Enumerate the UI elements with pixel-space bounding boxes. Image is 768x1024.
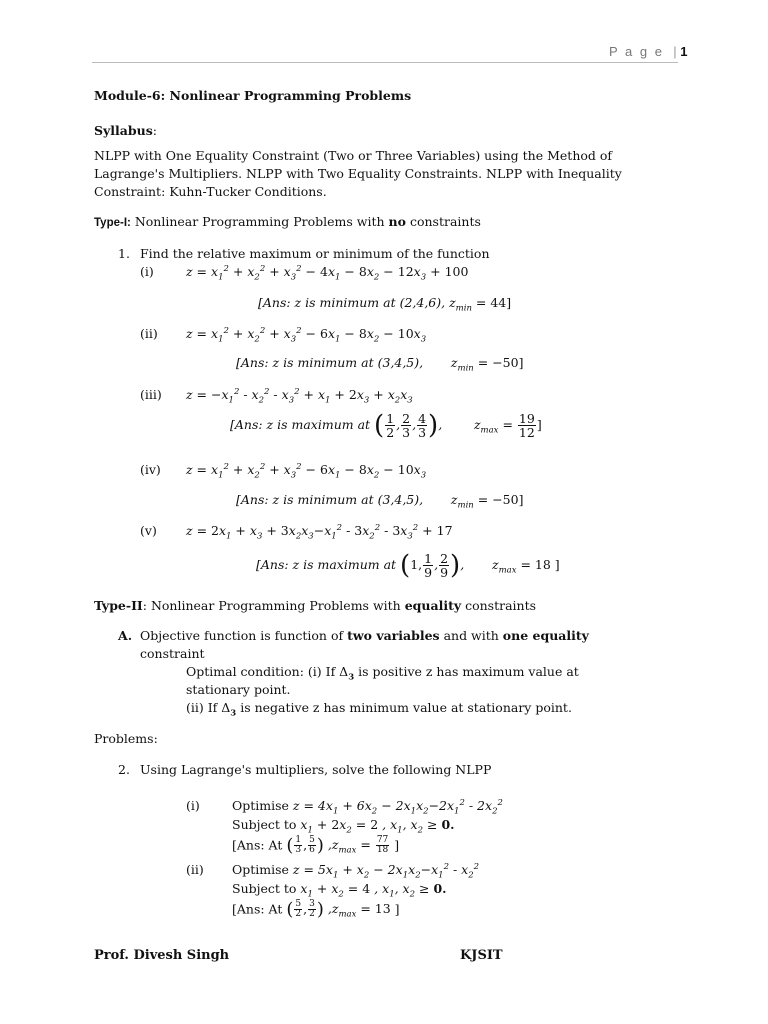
q1-v-answer: [Ans: z is maximum at (1, $\frac{1}{9}$ , $\frac{2}{9}$ ), $z_{max} = 18$ ] xyxy=(256,550,560,581)
q2-number: 2. xyxy=(118,762,130,777)
q1-ii-equation: $z = x_1^2 + x_2^2 + x_3^2 - 6x_1 - 8x_2 - 10x_3$ xyxy=(186,326,427,345)
part-a-text: Objective function is function of two variables and with one equality xyxy=(140,628,589,643)
syllabus-line-3: Constraint: Kuhn-Tucker Conditions. xyxy=(94,184,327,199)
q1-i-answer: [Ans: z is minimum at (2,4,6), $z_{min} = 44$] xyxy=(258,295,512,314)
module-title: Module-6: Nonlinear Programming Problems xyxy=(94,88,412,103)
footer-institute: KJSIT xyxy=(460,948,503,963)
footer-author: Prof. Divesh Singh xyxy=(94,948,230,963)
type2-heading: Type-II: Nonlinear Programming Problems with equality constraints xyxy=(94,598,537,613)
syllabus-heading: Syllabus: xyxy=(94,123,157,138)
q1-iv-equation: $z = x_1^2 + x_2^2 + x_3^2 - 6x_1 - 8x_2 - 10x_3$ xyxy=(186,462,427,481)
q2-ii-label: (ii) xyxy=(186,862,204,877)
q2-i-constraint: Subject to $x_1 + 2x_2 = 2$ , $x_1$, $x_2 \ge 0$. xyxy=(232,817,455,836)
q2-i-objective: Optimise $z = 4x_1 + 6x_2 - 2x_1x_2-2x_1^2 - 2x_2^2$ xyxy=(232,798,503,817)
q1-iii-label: (iii) xyxy=(140,387,162,402)
q2-ii-answer: [Ans: At ( $\frac{5}{2}$ , $\frac{3}{2}$ ) $,z_{max} = 13$ ] xyxy=(232,898,400,920)
type1-heading: Type-I: Nonlinear Programming Problems with no constraints xyxy=(94,214,481,229)
part-a-text-2: constraint xyxy=(140,646,205,661)
header-rule xyxy=(92,62,678,63)
q2-ii-objective: Optimise $z = 5x_1 + x_2 - 2x_1x_2-x_1^2 - x_2^2$ xyxy=(232,862,480,881)
syllabus-line-2: Lagrange's Multipliers. NLPP with Two Equality Constraints. NLPP with Inequality xyxy=(94,166,622,181)
q2-ii-constraint: Subject to $x_1 + x_2 = 4$ , $x_1$, $x_2 \ge 0$. xyxy=(232,881,447,900)
q2-i-answer: [Ans: At ( $\frac{1}{3}$ , $\frac{5}{6}$ ) $,z_{max}$ = $\frac{77}{18}$ ] xyxy=(232,834,400,856)
problems-heading: Problems: xyxy=(94,731,158,746)
optimal-condition-1: Optimal condition: (i) If $\Delta_3$ is positive z has maximum value at xyxy=(186,664,579,683)
part-a-label: A. xyxy=(118,628,133,643)
q1-i-equation: $z = x_1^2 + x_2^2 + x_3^2 - 4x_1 - 8x_2 - 12x_3 + 100$ xyxy=(186,264,469,283)
q1-number: 1. xyxy=(118,246,130,261)
q2-i-label: (i) xyxy=(186,798,200,813)
optimal-condition-1b: stationary point. xyxy=(186,682,291,697)
q1-ii-answer: [Ans: z is minimum at (3,4,5), $z_{min} = -50$] xyxy=(236,355,524,374)
q1-v-label: (v) xyxy=(140,523,157,538)
q1-iv-label: (iv) xyxy=(140,462,161,477)
optimal-condition-2: (ii) If $\Delta_3$ is negative z has minimum value at stationary point. xyxy=(186,700,572,719)
q1-v-equation: $z = 2x_1 + x_3 + 3x_2x_3-x_1^2 - 3x_2^2 - 3x_3^2 + 17$ xyxy=(186,523,453,542)
q1-iii-equation: $z = -x_1^2 - x_2^2 - x_3^2 + x_1 + 2x_3 + x_2x_3$ xyxy=(186,387,413,406)
page-header: P a g e | 1 xyxy=(609,44,688,59)
q1-text: Find the relative maximum or minimum of the function xyxy=(140,246,490,261)
q1-iii-answer: [Ans: z is maximum at ( $\frac{1}{2}$ , $\frac{2}{3}$ , $\frac{4}{3}$ ), $z_{max}$ = $\frac{19}{12}$ ] xyxy=(230,410,542,441)
page-label: P a g e xyxy=(609,44,664,59)
q1-iv-answer: [Ans: z is minimum at (3,4,5), $z_{min} = -50$] xyxy=(236,492,524,511)
q1-ii-label: (ii) xyxy=(140,326,158,341)
q1-i-label: (i) xyxy=(140,264,154,279)
syllabus-line-1: NLPP with One Equality Constraint (Two or Three Variables) using the Method of xyxy=(94,148,613,163)
page-number: 1 xyxy=(680,44,688,59)
q2-text: Using Lagrange's multipliers, solve the following NLPP xyxy=(140,762,492,777)
